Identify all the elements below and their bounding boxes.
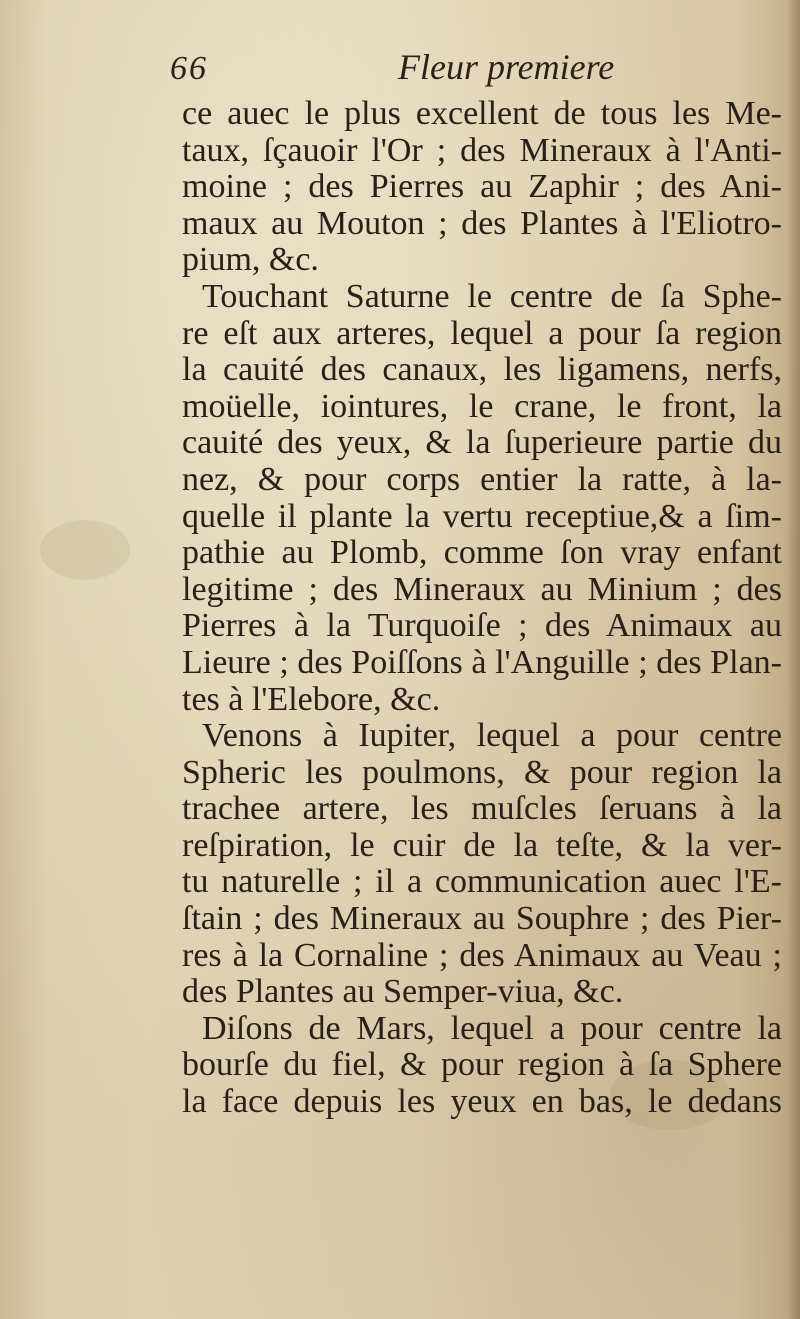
text-line: ſtain ; des Mineraux au Souphre ; des Pier- bbox=[182, 901, 782, 938]
text-line: nez, & pour corps entier la ratte, à la- bbox=[182, 461, 782, 498]
text-line: pathie au Plomb, comme ſon vray enfant bbox=[182, 535, 782, 572]
text-line: moine ; des Pierres au Zaphir ; des Ani- bbox=[182, 169, 782, 206]
page-number: 66 bbox=[170, 50, 208, 87]
text-line: Lieure ; des Poiſſons à l'Anguille ; des Plan- bbox=[182, 644, 782, 681]
text-line: legitime ; des Mineraux au Minium ; des bbox=[182, 571, 782, 608]
text-line: reſpiration, le cuir de la teſte, & la ver- bbox=[182, 827, 782, 864]
text-line: ce auec le plus excellent de tous les Me- bbox=[182, 96, 782, 132]
text-line: moüelle, iointures, le crane, le front, la bbox=[182, 388, 782, 425]
text-line: des Plantes au Semper-viua, &c. bbox=[182, 974, 624, 1011]
text-line: Spheric les poulmons, & pour region la bbox=[182, 754, 782, 791]
text-line: Pierres à la Turquoiſe ; des Animaux au bbox=[182, 608, 782, 645]
page-header bbox=[170, 46, 630, 92]
text-line: Touchant Saturne le centre de ſa Sphe- bbox=[202, 278, 782, 315]
text-line: la cauité des canaux, les ligamens, nerfs, bbox=[182, 352, 782, 389]
text-line: tu naturelle ; il a communication auec l'E- bbox=[182, 864, 782, 901]
text-line: maux au Mouton ; des Plantes à l'Eliotro- bbox=[182, 205, 782, 242]
text-line: taux, ſçauoir l'Or ; des Mineraux à l'Anti- bbox=[182, 132, 782, 169]
body-text bbox=[182, 96, 782, 1121]
page-edge-shadow bbox=[786, 0, 800, 1319]
running-title: Fleur premiere bbox=[398, 47, 615, 87]
text-line: Venons à Iupiter, lequel a pour centre bbox=[202, 718, 782, 755]
text-line: trachee artere, les muſcles ſeruans à la bbox=[182, 791, 782, 828]
text-line: res à la Cornaline ; des Animaux au Veau ; bbox=[182, 937, 782, 974]
text-line: cauité des yeux, & la ſuperieure partie du bbox=[182, 425, 782, 462]
text-line: bourſe du fiel, & pour region à ſa Sphere bbox=[182, 1047, 782, 1084]
text-line: quelle il plante la vertu receptiue,& a ſim- bbox=[182, 498, 782, 535]
text-line: tes à l'Elebore, &c. bbox=[182, 681, 441, 718]
text-line: pium, &c. bbox=[182, 242, 319, 279]
text-line: la face depuis les yeux en bas, le dedans bbox=[182, 1084, 782, 1121]
text-line: Diſons de Mars, lequel a pour centre la bbox=[202, 1010, 782, 1047]
text-line: re eſt aux arteres, lequel a pour ſa region bbox=[182, 315, 782, 352]
paper-stain bbox=[40, 520, 130, 580]
